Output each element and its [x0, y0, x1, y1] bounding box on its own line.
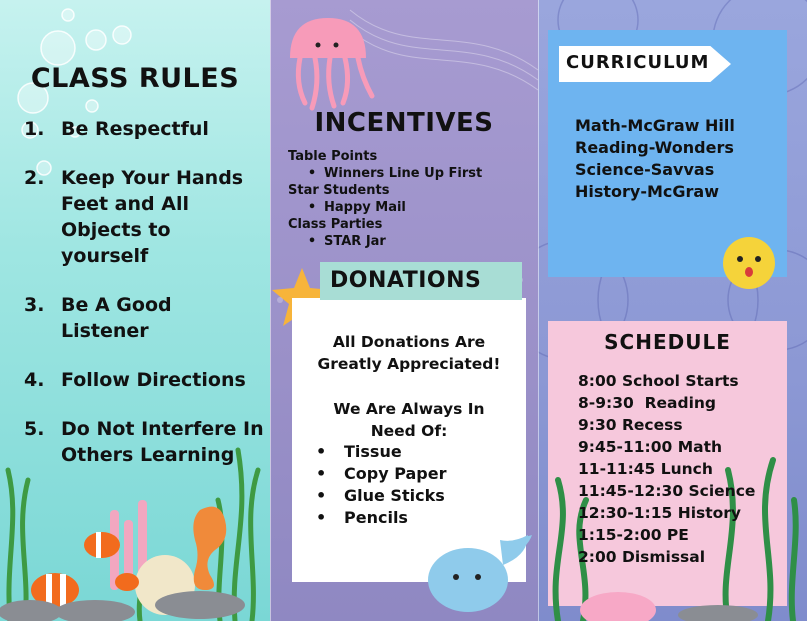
pufferfish-illustration [718, 232, 780, 294]
schedule-item: 9:45-11:00 Math [578, 438, 723, 456]
incentive-item: • Winners Line Up First [288, 165, 482, 182]
donation-item: • Glue Sticks [316, 485, 446, 507]
donations-line: We Are Always In [333, 400, 485, 418]
rule-item: 5. Do Not Interfere In Others Learning [24, 418, 264, 466]
donations-title: DONATIONS [330, 268, 482, 293]
curriculum-item: Math-McGraw Hill [575, 116, 735, 135]
whale-illustration [418, 525, 528, 615]
incentives-list [288, 148, 482, 250]
donations-line: All Donations Are [332, 333, 486, 351]
schedule-list [578, 370, 755, 568]
schedule-item: 9:30 Recess [578, 416, 683, 434]
schedule-item: 8:00 School Starts [578, 372, 739, 390]
schedule-item: 2:00 Dismissal [578, 548, 706, 566]
incentive-heading: Class Parties [288, 217, 383, 232]
incentive-heading: Table Points [288, 149, 378, 164]
rule-item: 2. Keep Your Hands Feet and All Objects to yourself [24, 167, 244, 267]
schedule-item: 11:45-12:30 Science [578, 482, 756, 500]
rule-item: 3. Be A Good Listener [24, 294, 172, 342]
schedule-item: 8-9:30 Reading [578, 394, 717, 412]
donation-item: • Pencils [316, 507, 446, 529]
schedule-title: SCHEDULE [604, 330, 731, 354]
donations-line: Need Of: [370, 422, 448, 440]
rule-item: 1. Be Respectful [24, 118, 209, 140]
incentive-item: • STAR Jar [288, 233, 482, 250]
curriculum-title: CURRICULUM [566, 52, 710, 73]
donation-item: • Tissue [316, 441, 446, 463]
panel-divider [270, 0, 271, 621]
curriculum-item: Science-Savvas [575, 160, 715, 179]
donations-line: Greatly Appreciated! [317, 355, 501, 373]
incentive-heading: Star Students [288, 183, 390, 198]
donations-list [316, 441, 446, 529]
curriculum-item: History-McGraw [575, 182, 720, 201]
rule-item: 4. Follow Directions [24, 369, 246, 391]
class-rules-list [24, 116, 264, 491]
schedule-item: 11-11:45 Lunch [578, 460, 713, 478]
curriculum-list [575, 115, 735, 203]
incentives-title: INCENTIVES [314, 108, 494, 138]
class-rules-title: CLASS RULES [30, 63, 240, 94]
donation-item: • Copy Paper [316, 463, 446, 485]
schedule-item: 1:15-2:00 PE [578, 526, 689, 544]
curriculum-item: Reading-Wonders [575, 138, 734, 157]
incentive-item: • Happy Mail [288, 199, 482, 216]
schedule-item: 12:30-1:15 History [578, 504, 742, 522]
